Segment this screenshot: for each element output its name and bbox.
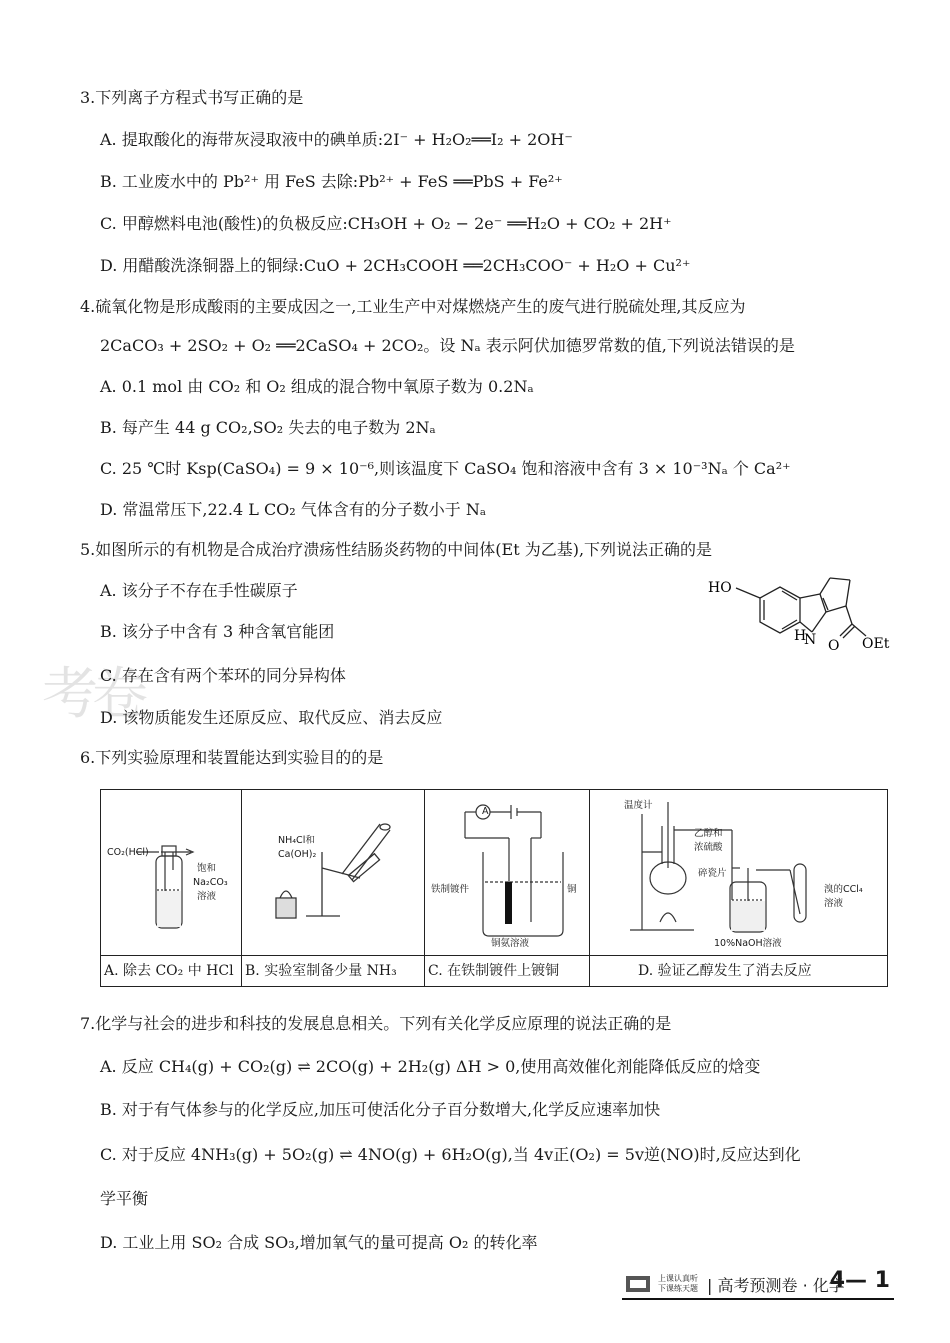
q4-stem-line2: 2CaCO₃ + 2SO₂ + O₂ ══2CaSO₄ + 2CO₂。设 Nₐ 表示阿伏加德罗常数的值,下列说法错误的是 bbox=[100, 336, 795, 355]
c-solution-label: 铜氨溶液 bbox=[491, 938, 530, 949]
c-ammeter-label: A bbox=[482, 806, 489, 817]
q5-option-a: A. 该分子不存在手性碳原子 bbox=[100, 581, 298, 600]
a-gas-label: CO₂(HCl) bbox=[107, 847, 149, 858]
q6-stem: 6.下列实验原理和装置能达到实验目的的是 bbox=[80, 748, 384, 767]
a-label-3: 溶液 bbox=[197, 891, 217, 902]
q3-option-c: C. 甲醇燃料电池(酸性)的负极反应:CH₃OH + O₂ − 2e⁻ ══H₂O + CO₂ + 2H⁺ bbox=[100, 214, 672, 233]
watermark: 考卷 bbox=[42, 662, 142, 727]
footer-title: | 高考预测卷 · 化学 bbox=[707, 1276, 845, 1295]
q7-option-b: B. 对于有气体参与的化学反应,加压可使活化分子百分数增大,化学反应速率加快 bbox=[100, 1100, 661, 1119]
q3-option-a: A. 提取酸化的海带灰浸取液中的碘单质:2I⁻ + H₂O₂══I₂ + 2OH⁻ bbox=[100, 130, 573, 149]
caption-a: A. 除去 CO₂ 中 HCl bbox=[101, 955, 241, 986]
q7-stem: 7.化学与社会的进步和科技的发展息息相关。下列有关化学反应原理的说法正确的是 bbox=[80, 1014, 672, 1033]
apparatus-a bbox=[101, 790, 242, 986]
caption-d: D. 验证乙醇发生了消去反应 bbox=[590, 955, 887, 986]
ammonia-setup-diagram bbox=[242, 790, 424, 955]
q4-option-b: B. 每产生 44 g CO₂,SO₂ 失去的电子数为 2Nₐ bbox=[100, 418, 436, 437]
q3-option-d: D. 用醋酸洗涤铜器上的铜绿:CuO + 2CH₃COOH ══2CH₃COO⁻ + H₂O + Cu²⁺ bbox=[100, 256, 691, 275]
mol-h: H bbox=[794, 628, 807, 644]
c-left-label: 铁制镀件 bbox=[431, 884, 470, 895]
apparatus-b bbox=[242, 790, 425, 986]
q5-stem: 5.如图所示的有机物是合成治疗溃疡性结肠炎药物的中间体(Et 为乙基),下列说法正确的是 bbox=[80, 540, 713, 559]
q3-option-b: B. 工业废水中的 Pb²⁺ 用 FeS 去除:Pb²⁺ + FeS ══PbS + Fe²⁺ bbox=[100, 172, 563, 191]
q4-option-c: C. 25 ℃时 Ksp(CaSO₄) = 9 × 10⁻⁶,则该温度下 CaSO₄ 饱和溶液中含有 3 × 10⁻³Nₐ 个 Ca²⁺ bbox=[100, 459, 791, 478]
q4-option-d: D. 常温常压下,22.4 L CO₂ 气体含有的分子数小于 Nₐ bbox=[100, 500, 487, 519]
q7-option-c-cont: 学平衡 bbox=[100, 1189, 149, 1208]
a-label-1: 饱和 bbox=[197, 863, 217, 874]
b-label-1: NH₄Cl和 bbox=[278, 835, 315, 846]
d-naoh-label: 10%NaOH溶液 bbox=[714, 938, 782, 949]
q7-option-d: D. 工业上用 SO₂ 合成 SO₃,增加氧气的量可提高 O₂ 的转化率 bbox=[100, 1233, 538, 1252]
b-label-2: Ca(OH)₂ bbox=[278, 849, 317, 860]
a-label-2: Na₂CO₃ bbox=[193, 877, 228, 888]
d-bromine-label-2: 溶液 bbox=[824, 898, 844, 909]
footer-slogan-2: 下课练天题 bbox=[658, 1284, 698, 1293]
mol-n: N bbox=[804, 632, 817, 648]
logo-icon bbox=[624, 1272, 654, 1296]
apparatus-table bbox=[100, 789, 888, 987]
c-right-label: 铜 bbox=[567, 884, 577, 895]
q5-option-d: D. 该物质能发生还原反应、取代反应、消去反应 bbox=[100, 708, 443, 727]
apparatus-d bbox=[590, 790, 887, 986]
mol-o: O bbox=[828, 638, 840, 654]
q7-option-a: A. 反应 CH₄(g) + CO₂(g) ⇌ 2CO(g) + 2H₂(g) ΔH > 0,使用高效催化剂能降低反应的焓变 bbox=[100, 1057, 761, 1076]
caption-c: C. 在铁制镀件上镀铜 bbox=[425, 955, 589, 986]
gas-washing-bottle-diagram bbox=[101, 790, 241, 955]
electroplating-diagram bbox=[425, 790, 589, 955]
q4-stem-line1: 4.硫氧化物是形成酸雨的主要成因之一,工业生产中对煤燃烧产生的废气进行脱硫处理,其反应为 bbox=[80, 297, 746, 316]
footer-slogan-1: 上课认真听 bbox=[658, 1274, 698, 1283]
molecule-structure bbox=[700, 570, 900, 660]
q4-option-a: A. 0.1 mol 由 CO₂ 和 O₂ 组成的混合物中氧原子数为 0.2Nₐ bbox=[100, 377, 534, 396]
q5-option-b: B. 该分子中含有 3 种含氧官能团 bbox=[100, 622, 335, 641]
mol-oet: OEt bbox=[862, 636, 890, 652]
caption-b: B. 实验室制备少量 NH₃ bbox=[242, 955, 424, 986]
d-thermometer-label: 温度计 bbox=[624, 800, 653, 811]
mol-ho: HO bbox=[708, 580, 732, 596]
q3-stem: 3.下列离子方程式书写正确的是 bbox=[80, 88, 304, 107]
d-reagent-label-2: 浓硫酸 bbox=[694, 842, 723, 853]
d-bromine-label-1: 溴的CCl₄ bbox=[824, 884, 863, 895]
d-chips-label: 碎瓷片 bbox=[698, 868, 727, 879]
elimination-setup-diagram bbox=[590, 790, 886, 955]
d-reagent-label-1: 乙醇和 bbox=[694, 828, 723, 839]
page-footer bbox=[622, 1268, 894, 1300]
apparatus-c bbox=[425, 790, 590, 986]
page-number: 4— 1 bbox=[829, 1268, 890, 1293]
q5-option-c: C. 存在含有两个苯环的同分异构体 bbox=[100, 666, 346, 685]
q7-option-c: C. 对于反应 4NH₃(g) + 5O₂(g) ⇌ 4NO(g) + 6H₂O(g),当 4v正(O₂) = 5v逆(NO)时,反应达到化 bbox=[100, 1145, 801, 1164]
